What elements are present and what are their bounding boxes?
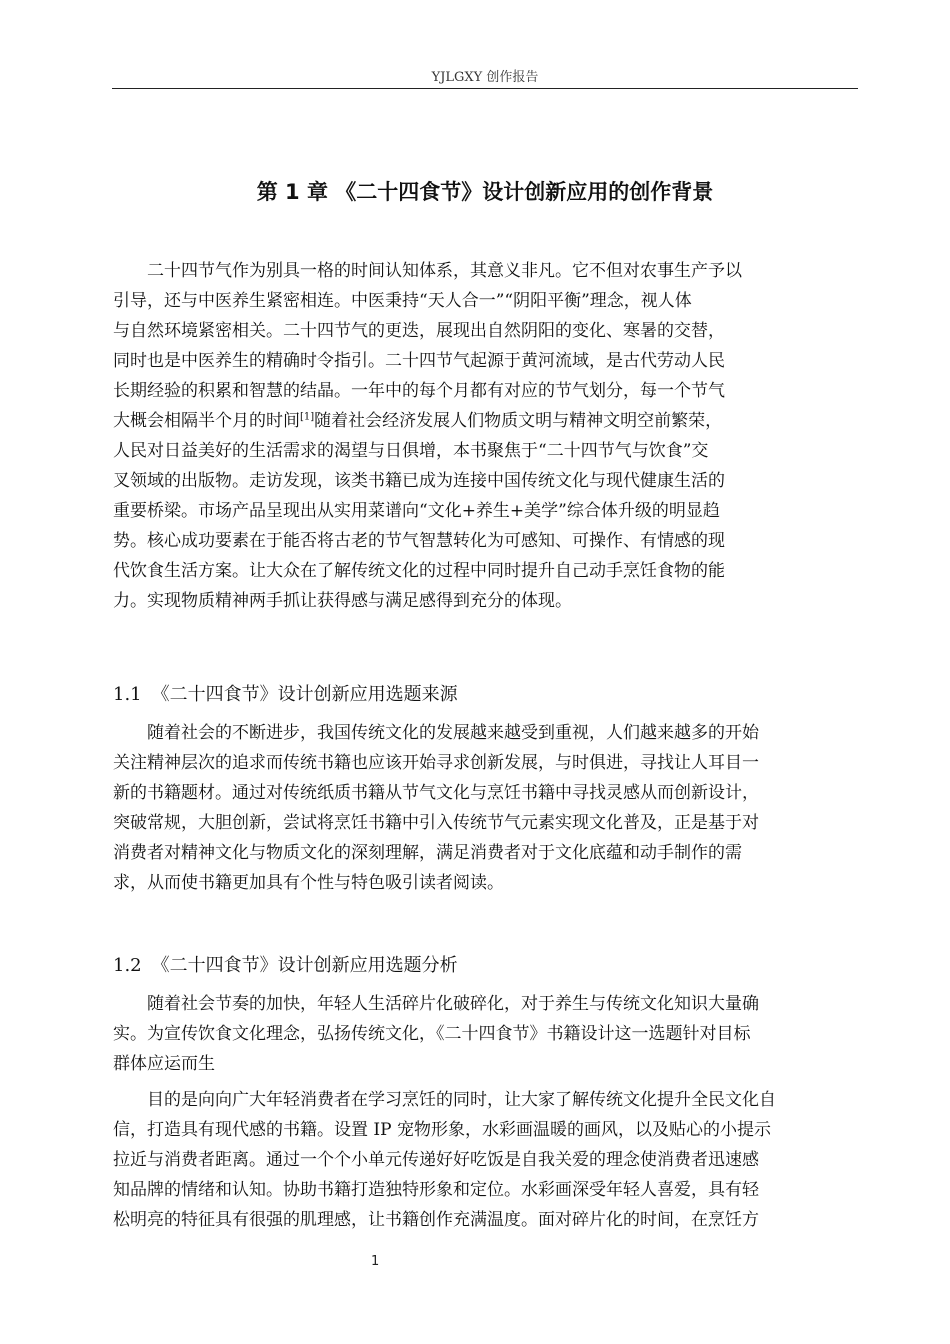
body-line: 随着社会的不断进步，我国传统文化的发展越来越受到重视，人们越来越多的开始	[147, 723, 759, 743]
body-line: 拉近与消费者距离。通过一个个小单元传递好好吃饭是自我关爱的理念使消费者迅速感	[113, 1150, 759, 1170]
section-1-2-paragraph-1	[113, 989, 858, 1079]
body-line: 新的书籍题材。通过对传统纸质书籍从节气文化与烹饪书籍中寻找灵感从而创新设计，	[113, 783, 759, 803]
intro-line: 长期经验的积累和智慧的结晶。一年中的每个月都有对应的节气划分，每一个节气	[113, 381, 725, 401]
body-line: 群体应运而生	[113, 1054, 215, 1074]
intro-line: 力。实现物质精神两手抓让获得感与满足感得到充分的体现。	[113, 591, 572, 611]
page-header: YJLGXY 创作报告	[431, 70, 539, 85]
intro-line: 与自然环境紧密相关。二十四节气的更迭，展现出自然阴阳的变化、寒暑的交替，	[113, 321, 725, 341]
intro-text: 随着社会经济发展人们物质文明与精神文明空前繁荣，	[314, 411, 723, 431]
section-title-text: 《二十四食节》设计创新应用选题来源	[151, 684, 458, 705]
chapter-title: 第 1 章 《二十四食节》设计创新应用的创作背景	[256, 180, 714, 204]
header-divider	[112, 88, 858, 89]
body-line: 松明亮的特征具有很强的肌理感，让书籍创作充满温度。面对碎片化的时间，在烹饪方	[113, 1210, 759, 1230]
intro-line: 叉领域的出版物。走访发现，该类书籍已成为连接中国传统文化与现代健康生活的	[113, 471, 725, 491]
section-title-text: 《二十四食节》设计创新应用选题分析	[151, 955, 458, 976]
intro-paragraph	[113, 256, 858, 616]
body-line: 随着社会节奏的加快，年轻人生活碎片化破碎化，对于养生与传统文化知识大量确	[147, 994, 759, 1014]
body-line: 突破常规，大胆创新，尝试将烹饪书籍中引入传统节气元素实现文化普及，正是基于对	[113, 813, 759, 833]
intro-line: 重要桥梁。市场产品呈现出从实用菜谱向“文化+养生+美学”综合体升级的明显趋	[113, 501, 720, 521]
section-heading-1-2	[113, 951, 458, 977]
citation-marker: [1]	[300, 411, 315, 423]
section-heading-1-1	[113, 680, 458, 706]
body-line: 实。为宣传饮食文化理念，弘扬传统文化，《二十四食节》书籍设计这一选题针对目标	[113, 1024, 751, 1044]
intro-line-with-citation	[113, 406, 858, 436]
intro-line: 势。核心成功要素在于能否将古老的节气智慧转化为可感知、可操作、有情感的现	[113, 531, 725, 551]
body-line: 目的是向向广大年轻消费者在学习烹饪的同时，让大家了解传统文化提升全民文化自	[147, 1090, 776, 1110]
intro-line: 二十四节气作为别具一格的时间认知体系，其意义非凡。它不但对农事生产予以	[147, 261, 742, 281]
intro-line: 引导，还与中医养生紧密相连。中医秉持“天人合一”“阴阳平衡”理念，视人体	[113, 291, 692, 311]
section-number: 1.1	[113, 684, 142, 705]
body-line: 关注精神层次的追求而传统书籍也应该开始寻求创新发展，与时俱进，寻找让人耳目一	[113, 753, 759, 773]
body-line: 求，从而使书籍更加具有个性与特色吸引读者阅读。	[113, 873, 504, 893]
section-number: 1.2	[113, 955, 142, 976]
intro-text: 大概会相隔半个月的时间	[113, 411, 300, 431]
section-1-2-paragraph-2	[113, 1085, 858, 1235]
section-1-1-paragraph	[113, 718, 858, 898]
intro-line: 同时也是中医养生的精确时令指引。二十四节气起源于黄河流域，是古代劳动人民	[113, 351, 725, 371]
body-line: 信，打造具有现代感的书籍。设置 IP 宠物形象，水彩画温暖的画风，以及贴心的小提示	[113, 1120, 771, 1140]
intro-line: 人民对日益美好的生活需求的渴望与日俱增，本书聚焦于“二十四节气与饮食”交	[113, 441, 709, 461]
intro-line: 代饮食生活方案。让大众在了解传统文化的过程中同时提升自己动手烹饪食物的能	[113, 561, 725, 581]
body-line: 消费者对精神文化与物质文化的深刻理解，满足消费者对于文化底蕴和动手制作的需	[113, 843, 742, 863]
page-number: 1	[371, 1254, 380, 1269]
body-line: 知品牌的情绪和认知。协助书籍打造独特形象和定位。水彩画深受年轻人喜爱，具有轻	[113, 1180, 759, 1200]
